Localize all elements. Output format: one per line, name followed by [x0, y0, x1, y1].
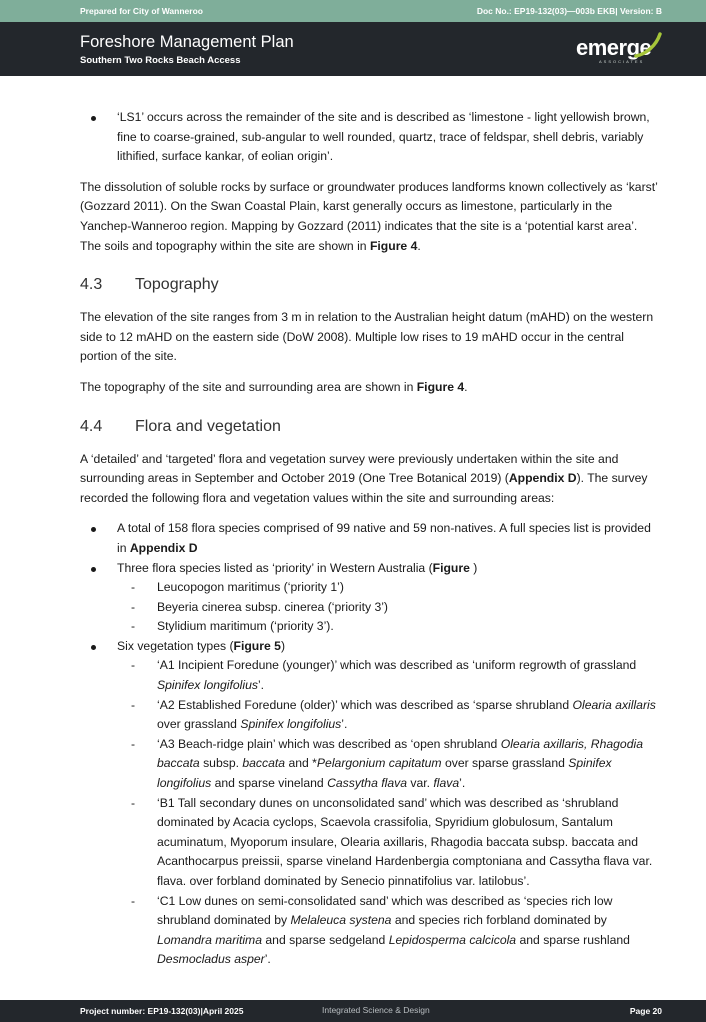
- figure-ref: Figure 4: [369, 238, 418, 253]
- figure-ref: Figure 5: [233, 638, 281, 653]
- prepared-for-text: Prepared for City of Wanneroo: [80, 6, 203, 16]
- soil-bullet-list: [80, 108, 660, 167]
- karst-paragraph: The dissolution of soluble rocks by surface or groundwater produces landforms known collectively as ‘karst’ (Gozzard 2011). On the Swan Coastal Plain, karst generally occurs as limestone, particularly in the Yanchep-Wanneroo region. Mapping by Gozzard (2011) indicates that the site is a ‘potential karst area’. The soils and topography within the site are shown in Figure 4.: [80, 179, 658, 253]
- bullet-vegetation-types: Six vegetation types (Figure 5) - ‘A1 Incipient Foredune (younger)’ which was described as ‘uniform regrowth of grassland Spinifex longifolius’. - ‘A2 Established Foredune (older)’ which was described as ‘sparse shrubland Olearia axillaris over grassland Spinifex longifolius’. - ‘A3 Beach-ridge plain’ which was described as ‘open shrubland Olearia axillaris, Rhagodia baccata subsp. baccata and *Pelargonium capitatum over sparse grassland Spinifex longifolius and sparse vineland Cassytha flava var. flava’. - ‘B1 Tall secondary dunes on unconsolidated sand’ which was described as ‘shrubland dominated by Acacia cyclops, Scaevola crassifolia, Spyridium globulosum, Santalum acuminatum, Myoporum insulare, Olearia axillaris, Rhagodia baccata subsp. baccata and Acanthocarpus preissii, sparse vineland Hardenbergia comptoniana and Cassytha flava var. flava. over forbland dominated by Senecio pinnatifolius var. latilobus’. - ‘C1 Low dunes on semi-consolidated sand’ which was described as ‘species rich low shrubland dominated by Melaleuca systena and species rich forbland dominated by Lomandra maritima and sparse sedgeland Lepidosperma calcicola and sparse rushland Desmocladus asper’.: [80, 637, 660, 970]
- section-heading-4-3: 4.3 Topography: [80, 276, 219, 294]
- vegetation-type-a1: - ‘A1 Incipient Foredune (younger)’ which was described as ‘uniform regrowth of grassland Spinifex longifolius’.: [117, 656, 660, 695]
- appendix-ref: Appendix D: [129, 540, 198, 555]
- page-number: Page 20: [629, 1006, 662, 1016]
- document-body: [80, 108, 660, 970]
- footer-tagline: Integrated Science & Design: [322, 1005, 430, 1015]
- vegetation-type-list: [80, 656, 660, 970]
- vegetation-type-a2: - ‘A2 Established Foredune (older)’ which was described as ‘sparse shrubland Olearia axillaris over grassland Spinifex longifolius’.: [117, 696, 660, 735]
- logo-tagline: ASSOCIATES: [599, 59, 645, 64]
- flora-bullet-list: [80, 519, 660, 970]
- document-title: Foreshore Management Plan: [80, 33, 294, 51]
- figure-ref: Figure 4: [416, 379, 465, 394]
- bullet-priority-species: Three flora species listed as ‘priority’ in Western Australia (Figure ) - Leucopogon maritimus (‘priority 1’) - Beyeria cinerea subsp. cinerea (‘priority 3’) - Stylidium maritimum (‘priority 3’).: [80, 559, 660, 637]
- document-number: Doc No.: EP19-132(03)—003b EKB| Version: B: [476, 6, 662, 16]
- priority-species-item: - Leucopogon maritimus (‘priority 1’): [117, 578, 660, 598]
- figure-ref: Figure: [432, 560, 470, 575]
- priority-species-list: [80, 578, 660, 637]
- topography-paragraph-1: The elevation of the site ranges from 3 m in relation to the Australian height datum (mAHD) on the western side to 12 mAHD on the eastern side (DoW 2008). Multiple low rises to 19 mAHD occur in the central portion of the site.: [80, 310, 654, 364]
- section-heading-4-4: 4.4 Flora and vegetation: [80, 417, 281, 435]
- document-subtitle: Southern Two Rocks Beach Access: [80, 55, 241, 66]
- logo-swoosh-icon: [630, 30, 666, 62]
- document-top-bar: [0, 0, 706, 22]
- vegetation-type-c1: - ‘C1 Low dunes on semi-consolidated sand’ which was described as ‘species rich low shrubland dominated by Melaleuca systena and species rich forbland dominated by Lomandra maritima and sparse sedgeland Lepidosperma calcicola and sparse rushland Desmocladus asper’.: [117, 892, 660, 970]
- emerge-logo: [572, 30, 668, 64]
- priority-species-item: - Stylidium maritimum (‘priority 3’).: [117, 617, 660, 637]
- appendix-ref: Appendix D: [508, 471, 577, 486]
- flora-paragraph: A ‘detailed’ and ‘targeted’ flora and vegetation survey were previously undertaken within the site and surrounding areas in September and October 2019 (One Tree Botanical 2019) (Appendix D). The survey recorded the following flora and vegetation values within the site and surrounding areas:: [80, 451, 648, 505]
- logo-wordmark: emerge: [576, 35, 652, 60]
- topography-paragraph-2: The topography of the site and surrounding area are shown in Figure 4.: [80, 379, 468, 394]
- vegetation-type-b1: - ‘B1 Tall secondary dunes on unconsolidated sand’ which was described as ‘shrubland dominated by Acacia cyclops, Scaevola crassifolia, Spyridium globulosum, Santalum acuminatum, Myoporum insulare, Olearia axillaris, Rhagodia baccata subsp. baccata and Acanthocarpus preissii, sparse vineland Hardenbergia comptoniana and Cassytha flava var. flava. over forbland dominated by Senecio pinnatifolius var. latilobus’.: [117, 794, 660, 892]
- bullet-species-total: A total of 158 flora species comprised of 99 native and 59 non-natives. A full species list is provided in Appendix D: [80, 519, 660, 558]
- project-number: Project number: EP19-132(03)|April 2025: [80, 1006, 244, 1016]
- priority-species-item: - Beyeria cinerea subsp. cinerea (‘priority 3’): [117, 598, 660, 618]
- document-header: [0, 22, 706, 76]
- document-footer: [0, 1000, 706, 1022]
- bullet-ls1: ‘LS1’ occurs across the remainder of the site and is described as ‘limestone - light yellowish brown, fine to coarse-grained, sub-angular to well rounded, quartz, trace of feldspar, shell debris, variably lithified, surface kankar, of eolian origin’.: [80, 108, 660, 167]
- vegetation-type-a3: - ‘A3 Beach-ridge plain’ which was described as ‘open shrubland Olearia axillaris, Rhagodia baccata subsp. baccata and *Pelargonium capitatum over sparse grassland Spinifex longifolius and sparse vineland Cassytha flava var. flava’.: [117, 735, 660, 794]
